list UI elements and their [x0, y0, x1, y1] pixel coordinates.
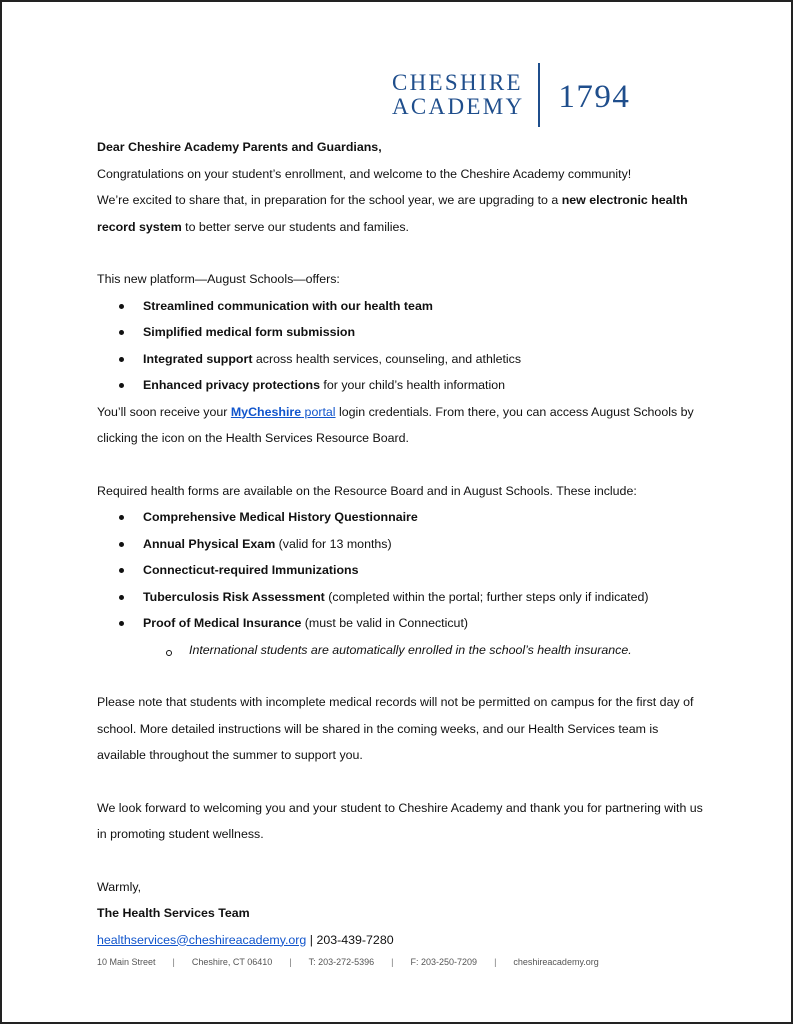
footer-separator: | — [391, 957, 394, 967]
signature: The Health Services Team — [97, 906, 250, 920]
logo-divider — [538, 63, 540, 127]
forms-list — [97, 504, 707, 637]
signoff: Warmly, — [97, 879, 142, 894]
logo-line-2: ACADEMY — [392, 94, 525, 119]
list-item: Comprehensive Medical History Questionnaire — [97, 504, 707, 531]
footer-telephone: T: 203-272-5396 — [308, 957, 375, 967]
list-item: Streamlined communication with our health team — [97, 293, 707, 320]
footer-city: Cheshire, CT 06410 — [191, 957, 273, 967]
letterhead-footer — [97, 957, 697, 967]
footer-website: cheshireacademy.org — [513, 957, 599, 967]
list-item: Enhanced privacy protections for your child’s health information — [97, 372, 707, 399]
phone-number: 203-439-7280 — [316, 932, 394, 947]
footer-fax: F: 203-250-7209 — [410, 957, 478, 967]
portal-paragraph: You’ll soon receive your MyCheshire portal login credentials. From there, you can access August Schools by clicking the icon on the Health Services Resource Board. — [97, 404, 694, 445]
forms-intro: Required health forms are available on the Resource Board and in August Schools. These include: — [97, 483, 637, 498]
list-item: Connecticut-required Immunizations — [97, 557, 707, 584]
footer-separator: | — [289, 957, 292, 967]
insurance-note: International students are automatically enrolled in the school’s health insurance. — [97, 637, 707, 664]
salutation: Dear Cheshire Academy Parents and Guardians, — [97, 140, 382, 154]
contact-line: healthservices@cheshireacademy.org | 203-439-7280 — [97, 932, 394, 947]
footer-separator: | — [494, 957, 497, 967]
list-item: Integrated support across health services, counseling, and athletics — [97, 346, 707, 373]
logo-line-1: CHESHIRE — [392, 70, 523, 95]
cheshire-academy-logo — [392, 62, 630, 128]
upgrade-paragraph: We’re excited to share that, in preparation for the school year, we are upgrading to a new electronic health record system to better serve our students and families. — [97, 193, 688, 234]
logo-year: 1794 — [558, 78, 631, 115]
welcome-paragraph: Congratulations on your student’s enrollment, and welcome to the Cheshire Academy community! — [97, 166, 632, 181]
list-item: Simplified medical form submission — [97, 319, 707, 346]
email-link[interactable]: healthservices@cheshireacademy.org — [97, 932, 307, 947]
incomplete-records-paragraph: Please note that students with incomplete medical records will not be permitted on campus for the first day of school. More detailed instructions will be shared in the coming weeks, and our Health Services team is available throughout the summer to support you. — [97, 695, 694, 762]
mycheshire-portal-link[interactable]: MyCheshire portal — [230, 404, 336, 419]
footer-separator: | — [172, 957, 175, 967]
closing-paragraph: We look forward to welcoming you and your student to Cheshire Academy and thank you for partnering with us in promoting student wellness. — [97, 800, 703, 841]
letter-body — [97, 134, 707, 953]
list-item: Tuberculosis Risk Assessment (completed within the portal; further steps only if indicated) — [97, 584, 707, 611]
feature-list — [97, 293, 707, 399]
logo-wordmark — [392, 71, 524, 119]
list-item: Annual Physical Exam (valid for 13 months) — [97, 531, 707, 558]
list-item: Proof of Medical Insurance (must be valid in Connecticut) — [97, 610, 707, 637]
footer-address: 10 Main Street — [97, 957, 156, 967]
platform-intro: This new platform—August Schools—offers: — [97, 272, 340, 286]
